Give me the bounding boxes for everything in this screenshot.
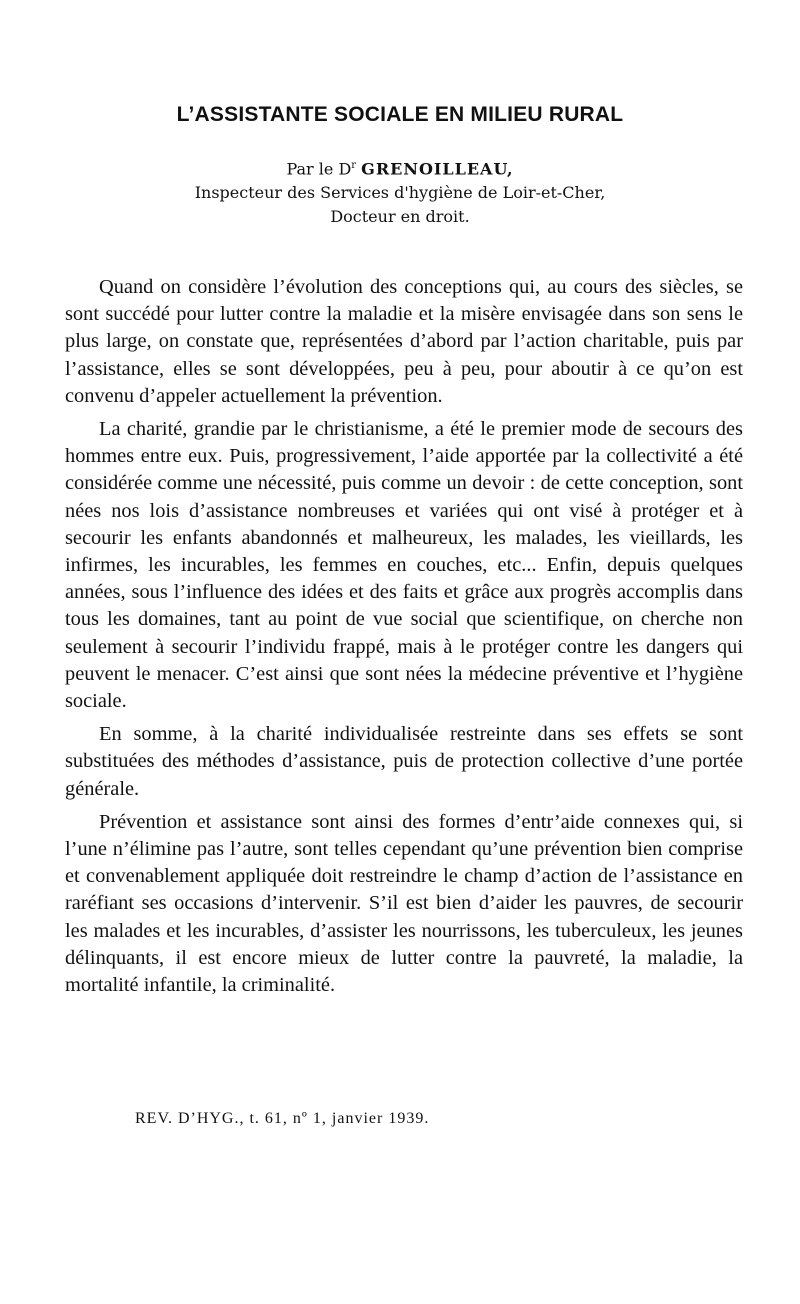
- author-prefix: Par le D: [286, 159, 352, 179]
- author-degree: Docteur en droit.: [330, 207, 470, 227]
- author-position: Inspecteur des Services d'hygiène de Loir-et-Cher,: [194, 183, 606, 203]
- paragraph: Prévention et assistance sont ainsi des formes d’entr’aide connexes qui, si l’une n’élimine pas l’autre, sont telles cependant qu’une prévention bien comprise et convenablement appliquée doit restreindre le champ d’action de l’assistance en raréfiant ses occasions d’intervenir. S’il est bien d’aider les pauvres, de secourir les malades et les incurables, d’assister les nourrissons, les tuberculeux, les jeunes délinquants, il est encore mieux de lutter contre la pauvreté, la maladie, la mortalité infantile, la criminalité.: [65, 810, 743, 997]
- paragraph: La charité, grandie par le christianisme, a été le premier mode de secours des hommes entre eux. Puis, progressivement, l’aide apportée par la collectivité a été considérée comme une nécessité, puis comme un devoir : de cette conception, sont nées nos lois d’assistance nombreuses et variées qui ont visé à protéger et à secourir les enfants abandonnés et malheureux, les malades, les vieillards, les infirmes, les incurables, les femmes en couches, etc... Enfin, depuis quelques années, sous l’influence des idées et des faits et grâce aux progrès accomplis dans tous les domaines, tant au point de vue social que scientifique, on cherche non seulement à secourir l’individu frappé, mais à le protéger contre les dangers qui peuvent le menacer. C’est ainsi que sont nées la médecine préventive et l’hygiène sociale.: [65, 418, 743, 713]
- author-prefix-sup: r: [351, 160, 357, 171]
- author-line: [0, 154, 800, 181]
- article-title: L’ASSISTANTE SOCIALE EN MILIEU RURAL: [176, 103, 624, 126]
- journal-citation: REV. D’HYG., t. 61, nº 1, janvier 1939.: [135, 1110, 430, 1127]
- author-name: GRENOILLEAU,: [361, 159, 514, 179]
- paragraph: Quand on considère l’évolution des conceptions qui, au cours des siècles, se sont succédé pour lutter contre la maladie et la misère envisagée dans son sens le plus large, on constate que, représentées d’abord par l’action charitable, puis par l’assistance, elles se sont développées, peu à peu, pour aboutir à ce qu’on est convenu d’appeler actuellement la prévention.: [65, 276, 743, 407]
- byline: [0, 154, 800, 229]
- paragraph: En somme, à la charité individualisée restreinte dans ses effets se sont substituées des méthodes d’assistance, puis de protection collective d’une portée générale.: [65, 723, 743, 800]
- article-body: [65, 274, 743, 1005]
